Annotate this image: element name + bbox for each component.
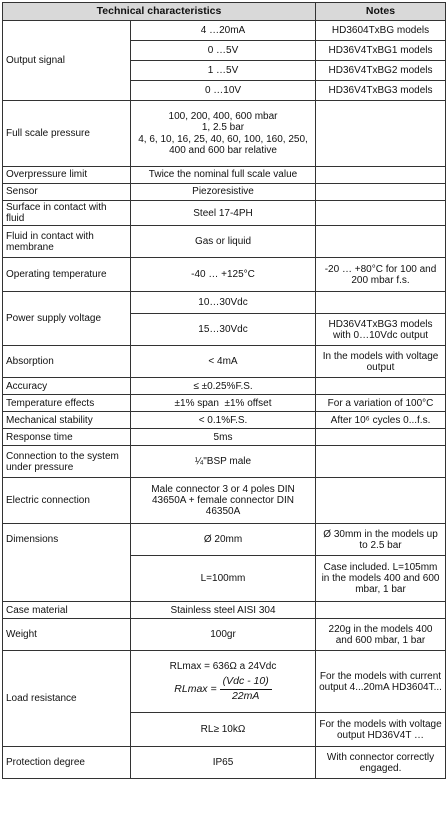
power-supply-value: 15…30Vdc xyxy=(131,314,316,346)
output-signal-value: 0 …10V xyxy=(131,81,316,101)
load-formula-fraction xyxy=(174,676,271,703)
temperature-effects-note: For a variation of 100°C xyxy=(316,395,446,412)
output-signal-note: HD36V4TxBG3 models xyxy=(316,81,446,101)
protection-degree-note: With connector correctly engaged. xyxy=(316,747,446,779)
operating-temperature-value: -40 … +125°C xyxy=(131,258,316,292)
protection-degree-value: IP65 xyxy=(131,747,316,779)
mechanical-stability-note: After 10⁶ cycles 0...f.s. xyxy=(316,412,446,429)
sensor-value: Piezoresistive xyxy=(131,184,316,201)
load-formula-numerator: (Vdc - 10) xyxy=(220,676,272,690)
full-scale-line: 1, 2.5 bar xyxy=(201,122,245,134)
table-row xyxy=(3,651,446,713)
row-label-power-supply: Power supply voltage xyxy=(3,292,131,346)
dimensions-value: L=100mm xyxy=(131,556,316,602)
output-signal-value: 4 …20mA xyxy=(131,21,316,41)
output-signal-note: HD3604TxBG models xyxy=(316,21,446,41)
technical-characteristics-table xyxy=(2,2,446,779)
load-resistance-note: For the models with current output 4...20mA HD3604T... xyxy=(316,651,446,713)
table-row xyxy=(3,395,446,412)
table-row xyxy=(3,478,446,524)
electric-connection-value: Male connector 3 or 4 poles DIN 43650A + female connector DIN 46350A xyxy=(131,478,316,524)
connection-system-value: ¼"BSP male xyxy=(131,446,316,478)
table-row xyxy=(3,429,446,446)
dimensions-note: Case included. L=105mm in the models 400 and 600 mbar, 1 bar xyxy=(316,556,446,602)
row-label-case-material: Case material xyxy=(3,602,131,619)
table-row xyxy=(3,292,446,314)
row-label-output-signal: Output signal xyxy=(3,21,131,101)
table-row xyxy=(3,201,446,226)
electric-connection-note xyxy=(316,478,446,524)
fluid-note xyxy=(316,226,446,258)
row-label-connection-system: Connection to the system under pressure xyxy=(3,446,131,478)
output-signal-note: HD36V4TxBG1 models xyxy=(316,41,446,61)
table-row xyxy=(3,747,446,779)
row-label-accuracy: Accuracy xyxy=(3,378,131,395)
table-row xyxy=(3,602,446,619)
load-formula-denominator: 22mA xyxy=(231,689,260,702)
table-row xyxy=(3,346,446,378)
full-scale-line: 4, 6, 10, 16, 25, 40, 60, 100, 160, 250, xyxy=(138,133,308,145)
weight-value: 100gr xyxy=(131,619,316,651)
table-row xyxy=(3,184,446,201)
dimensions-note: Ø 30mm in the models up to 2.5 bar xyxy=(316,524,446,556)
row-label-load-resistance: Load resistance xyxy=(3,651,131,747)
row-label-weight: Weight xyxy=(3,619,131,651)
row-label-full-scale: Full scale pressure xyxy=(3,101,131,167)
dimensions-value: Ø 20mm xyxy=(131,524,316,556)
sensor-note xyxy=(316,184,446,201)
table-row xyxy=(3,446,446,478)
output-signal-value: 0 …5V xyxy=(131,41,316,61)
fraction xyxy=(220,676,272,703)
table-row xyxy=(3,412,446,429)
response-time-value: 5ms xyxy=(131,429,316,446)
absorption-note: In the models with voltage output xyxy=(316,346,446,378)
load-formula-fixed: RLmax = 636Ω a 24Vdc xyxy=(169,661,277,673)
weight-note: 220g in the models 400 and 600 mbar, 1 bar xyxy=(316,619,446,651)
case-material-note xyxy=(316,602,446,619)
table-row xyxy=(3,21,446,41)
row-label-operating-temperature: Operating temperature xyxy=(3,258,131,292)
row-label-surface: Surface in contact with fluid xyxy=(3,201,131,226)
surface-note xyxy=(316,201,446,226)
response-time-note xyxy=(316,429,446,446)
output-signal-value: 1 …5V xyxy=(131,61,316,81)
power-supply-note xyxy=(316,292,446,314)
table-row xyxy=(3,378,446,395)
row-label-temperature-effects: Temperature effects xyxy=(3,395,131,412)
accuracy-value: ≤ ±0.25%F.S. xyxy=(131,378,316,395)
row-label-sensor: Sensor xyxy=(3,184,131,201)
full-scale-note xyxy=(316,101,446,167)
header-characteristics: Technical characteristics xyxy=(3,3,316,21)
table-row xyxy=(3,226,446,258)
temperature-effects-value: ±1% span ±1% offset xyxy=(131,395,316,412)
row-label-dimensions: Dimensions xyxy=(3,524,131,602)
full-scale-line: 100, 200, 400, 600 mbar xyxy=(168,111,278,123)
power-supply-note: HD36V4TxBG3 models with 0…10Vdc output xyxy=(316,314,446,346)
row-label-fluid: Fluid in contact with membrane xyxy=(3,226,131,258)
load-resistance-value: RL≥ 10kΩ xyxy=(131,713,316,747)
surface-value: Steel 17-4PH xyxy=(131,201,316,226)
row-label-absorption: Absorption xyxy=(3,346,131,378)
output-signal-note: HD36V4TxBG2 models xyxy=(316,61,446,81)
table-row xyxy=(3,258,446,292)
absorption-value: < 4mA xyxy=(131,346,316,378)
row-label-overpressure: Overpressure limit xyxy=(3,167,131,184)
load-resistance-note: For the models with voltage output HD36V4T … xyxy=(316,713,446,747)
overpressure-note xyxy=(316,167,446,184)
row-label-mechanical-stability: Mechanical stability xyxy=(3,412,131,429)
table-row xyxy=(3,101,446,167)
table-header-row xyxy=(3,3,446,21)
mechanical-stability-value: < 0.1%F.S. xyxy=(131,412,316,429)
load-formula-lhs: RLmax = xyxy=(174,682,217,695)
row-label-protection-degree: Protection degree xyxy=(3,747,131,779)
full-scale-line: 400 and 600 bar relative xyxy=(169,144,277,156)
table-row xyxy=(3,167,446,184)
case-material-value: Stainless steel AISI 304 xyxy=(131,602,316,619)
row-label-response-time: Response time xyxy=(3,429,131,446)
fluid-value: Gas or liquid xyxy=(131,226,316,258)
power-supply-value: 10…30Vdc xyxy=(131,292,316,314)
overpressure-value: Twice the nominal full scale value xyxy=(131,167,316,184)
row-label-electric-connection: Electric connection xyxy=(3,478,131,524)
table-row xyxy=(3,619,446,651)
load-resistance-formulas xyxy=(131,651,316,713)
connection-system-note xyxy=(316,446,446,478)
operating-temperature-note: -20 … +80°C for 100 and 200 mbar f.s. xyxy=(316,258,446,292)
table-row xyxy=(3,524,446,556)
header-notes: Notes xyxy=(316,3,446,21)
full-scale-value xyxy=(131,101,316,167)
accuracy-note xyxy=(316,378,446,395)
